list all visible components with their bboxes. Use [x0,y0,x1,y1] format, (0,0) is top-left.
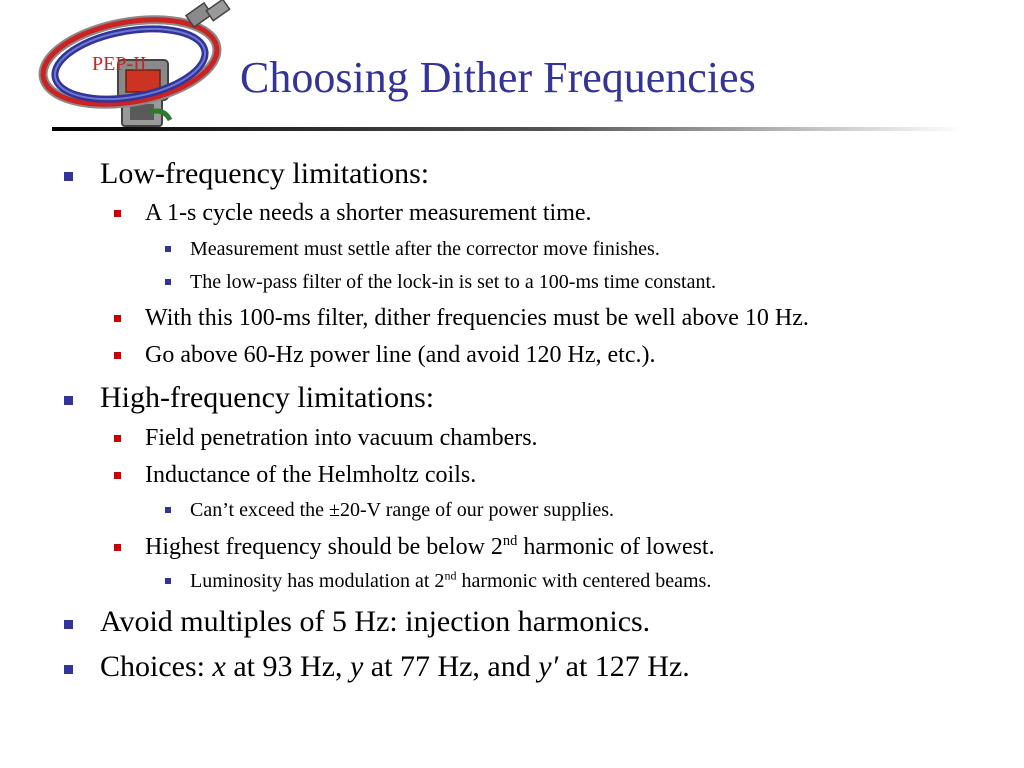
sub-sub-bullet-settle: Measurement must settle after the corrector move finishes. [190,236,660,262]
bullet-square-icon [165,507,171,513]
sub-bullet-filter-10hz: With this 100-ms filter, dither frequencies must be well above 10 Hz. [145,303,809,333]
sub-bullet-field-penetration: Field penetration into vacuum chambers. [145,423,538,453]
bullet-square-icon [114,315,121,322]
bullet-square-icon [64,665,73,674]
sub-bullet-highest-frequency: Highest frequency should be below 2nd harmonic of lowest. [145,532,715,562]
bullet-square-icon [114,435,121,442]
bullet-square-icon [114,352,121,359]
bullet-high-frequency: High-frequency limitations: [100,380,434,416]
bullet-square-icon [64,620,73,629]
bullet-square-icon [114,472,121,479]
logo-text: PEP-II [92,53,147,75]
bullet-square-icon [165,578,171,584]
sub-sub-bullet-voltage: Can’t exceed the ±20-V range of our power supplies. [190,497,614,523]
bullet-square-icon [165,246,171,252]
bullet-square-icon [114,544,121,551]
bullet-choices: Choices: x at 93 Hz, y at 77 Hz, and y′ at 127 Hz. [100,649,690,685]
sub-bullet-power-line: Go above 60-Hz power line (and avoid 120 Hz, etc.). [145,340,656,370]
storage-ring-icon [30,0,235,130]
slide-title: Choosing Dither Frequencies [240,53,756,102]
bullet-avoid-multiples: Avoid multiples of 5 Hz: injection harmonics. [100,604,650,640]
bullet-square-icon [64,172,73,181]
bullet-square-icon [165,279,171,285]
sub-bullet-cycle: A 1-s cycle needs a shorter measurement time. [145,198,592,228]
pep-ii-logo [30,0,235,130]
bullet-low-frequency: Low-frequency limitations: [100,156,429,192]
sub-sub-bullet-filter: The low-pass filter of the lock-in is set to a 100-ms time constant. [190,269,716,295]
title-divider [52,127,964,131]
bullet-square-icon [64,396,73,405]
sub-bullet-inductance: Inductance of the Helmholtz coils. [145,460,476,490]
sub-sub-bullet-luminosity: Luminosity has modulation at 2nd harmonic with centered beams. [190,568,711,594]
bullet-square-icon [114,210,121,217]
